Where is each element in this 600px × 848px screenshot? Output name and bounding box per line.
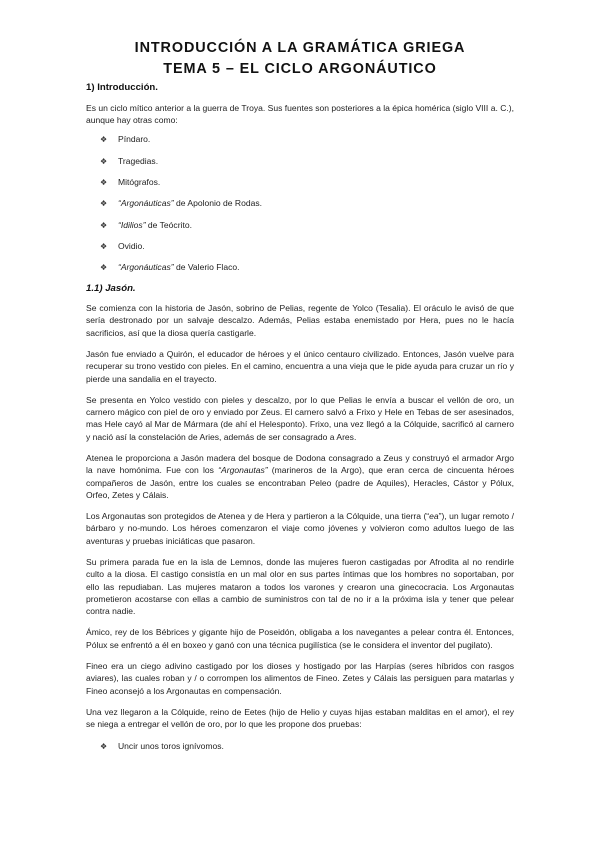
- document-title-line-1: INTRODUCCIÓN A LA GRAMÁTICA GRIEGA: [134, 40, 466, 56]
- list-item: ❖ Ovidio.: [100, 240, 145, 251]
- list-item: ❖ “Idilios” de Teócrito.: [100, 219, 192, 230]
- list-item: ❖ Píndaro.: [100, 134, 151, 145]
- paragraph-5: Los Argonautas son protegidos de Atenea y de Hera y partieron a la Cólquide, una tierra (“ea”), un lugar remoto / bárbaro y no-mundo. Los héroes comenzaron el viaje como jóvenes y volvieron como adultos luego de las aventuras y pruebas iniciáticas que pasaron.: [86, 511, 514, 546]
- paragraph-6: Su primera parada fue en la isla de Lemnos, donde las mujeres fueron castigadas por Afrodita al no rendirle culto a la diosa. El castigo consistía en un mal olor en sus partes íntimas que los hombres no soportaban, por ello las repudiaban. Las mujeres mataron a todos los varones y crearon una ginecocracia. Los Argonautas prometieron acostarse con ellas a cambio de suministros con tal de no ir a la próxima isla y tener que pelear contra nadie.: [86, 557, 514, 616]
- sources-list: [86, 133, 514, 274]
- paragraph-2: Jasón fue enviado a Quirón, el educador de héroes y el único centauro civilizado. Entonces, Jasón vuelve para recuperar su trono vestido con pieles. En el camino, encuentra a una vieja que le pide ayuda para cruzar un río y pierde una sandalia en el trayecto.: [86, 349, 514, 384]
- diamond-bullet-icon: ❖: [100, 220, 108, 230]
- diamond-bullet-icon: ❖: [100, 241, 108, 251]
- diamond-bullet-icon: ❖: [100, 263, 108, 273]
- list-item: ❖ “Argonáuticas” de Valerio Flaco.: [100, 262, 240, 273]
- paragraph-7: Ámico, rey de los Bébrices y gigante hijo de Poseidón, obligaba a los navegantes a pelear contra él. Entonces, Pólux se enfrentó a él en boxeo y ganó con una técnica pugilística (se le considera el inventor del pugilato).: [86, 627, 514, 650]
- paragraph-8: Fineo era un ciego adivino castigado por los dioses y hostigado por las Harpías (seres híbridos con rasgos aviares), las cuales roban y / o corrompen los alimentos de Fineo. Zetes y Cálais las persiguen para matarlas y Fineo aconsejó a los Argonautas en compensación.: [86, 661, 514, 696]
- diamond-bullet-icon: ❖: [100, 135, 108, 145]
- intro-paragraph: Es un ciclo mítico anterior a la guerra de Troya. Sus fuentes son posteriores a la épica homérica (siglo VIII a. C.), aunque hay otras como:: [86, 103, 514, 126]
- section-1-heading: 1) Introducción.: [86, 82, 158, 93]
- list-item: ❖ Uncir unos toros ignívomos.: [100, 740, 224, 751]
- diamond-bullet-icon: ❖: [100, 156, 108, 166]
- diamond-bullet-icon: ❖: [100, 199, 108, 209]
- document-title-line-2: TEMA 5 – EL CICLO ARGONÁUTICO: [163, 61, 437, 77]
- list-item: ❖ Tragedias.: [100, 155, 159, 166]
- tests-list: [86, 740, 514, 753]
- paragraph-4: Atenea le proporciona a Jasón madera del bosque de Dodona consagrado a Zeus y construyó el armador Argo la nave homónima. Fue con los “Argonautas” (marineros de la Argo), que eran cerca de cincuenta héroes compañeros de Jasón, entre los cuales se encontraban Peleo (padre de Aquiles), Heracles, Cástor y Pólux, Orfeo, Zetes y Cálais.: [86, 453, 514, 500]
- diamond-bullet-icon: ❖: [100, 741, 108, 751]
- list-item: ❖ “Argonáuticas” de Apolonio de Rodas.: [100, 198, 262, 209]
- section-1-1-heading: 1.1) Jasón.: [86, 283, 136, 295]
- paragraph-1: Se comienza con la historia de Jasón, sobrino de Pelias, regente de Yolco (Tesalia). El oráculo le avisó de que sería destronado por un salvaje descalzo. Además, Pelias estaba enemistado por Hera, pues no le hacía sacrificios, así que la diosa quería castigarle.: [86, 303, 514, 338]
- diamond-bullet-icon: ❖: [100, 178, 108, 187]
- list-item: ❖ Mitógrafos.: [100, 177, 161, 187]
- paragraph-9: Una vez llegaron a la Cólquide, reino de Eetes (hijo de Helio y cuyas hijas estaban malditas en el amor), el rey se niega a entregar el vellón de oro, por lo que les propone dos pruebas:: [86, 707, 514, 730]
- paragraph-3: Se presenta en Yolco vestido con pieles y descalzo, por lo que Pelias le envía a buscar el vellón de oro, un carnero mágico con piel de oro y enviado por Zeus. El carnero salvó a Frixo y Hele en Tebas de ser asesinados, mas Hele cayó al Mar de Mármara (de ahí el Helesponto). Frixo, una vez llegó a la Cólquide, sacrificó al carnero y nació así la constelación de Aries, además de ser consagrado a Ares.: [86, 395, 514, 442]
